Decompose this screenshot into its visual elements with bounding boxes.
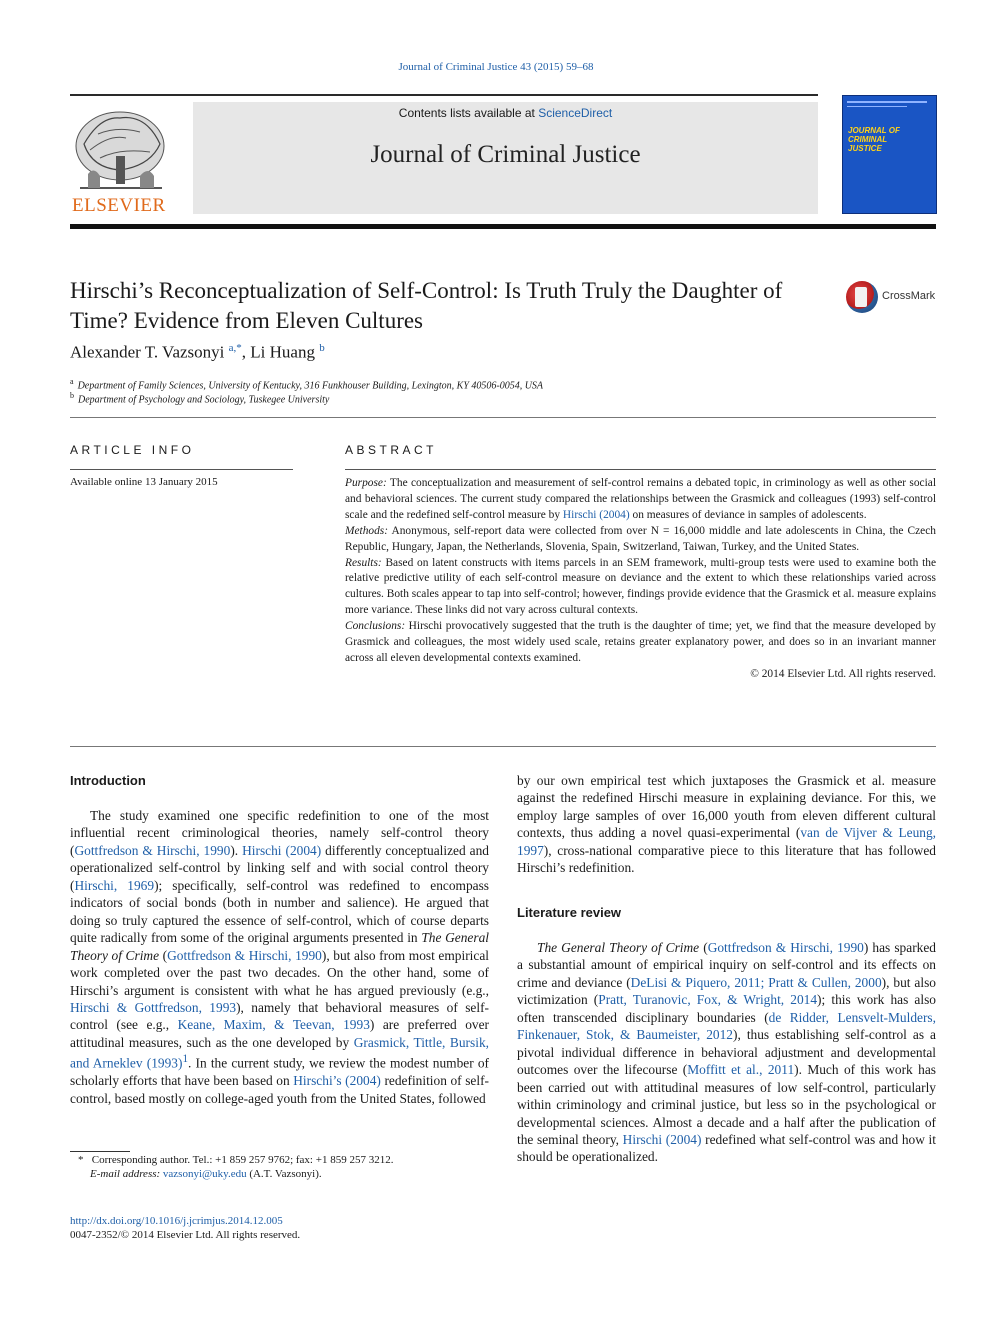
contents-line: Contents lists available at ScienceDirect: [398, 106, 613, 120]
available-online-date: Available online 13 January 2015: [70, 476, 218, 488]
crossmark-icon: [846, 281, 878, 313]
citation-link[interactable]: Gottfredson & Hirschi, 1990: [707, 940, 864, 955]
article-info-rule: [70, 469, 293, 470]
citation-link[interactable]: Hirschi, 1969: [74, 877, 155, 893]
citation-link[interactable]: van de Vijver & Leung, 1997: [517, 825, 936, 858]
section-heading-introduction: Introduction: [70, 773, 146, 788]
crossmark-badge[interactable]: [846, 281, 938, 315]
citation-link[interactable]: Journal of Criminal Justice 43 (2015) 59–68: [398, 61, 594, 73]
author-affiliation-mark[interactable]: a,*: [228, 342, 242, 354]
article-info-heading: ARTICLE INFO: [70, 443, 195, 457]
citation-link[interactable]: Keane, Maxim, & Teevan, 1993: [177, 1017, 370, 1033]
citation-link[interactable]: Hirschi (2004): [622, 1131, 702, 1147]
citation-link[interactable]: Gottfredson & Hirschi, 1990: [74, 842, 231, 858]
section-rule: [70, 417, 936, 418]
abstract-purpose: Purpose: The conceptualization and measurement of self-control remains a debated topic, in criminology as well as other social and behavioral sciences. The current study compared the relationships between the Grasmick and colleagues (1993) self-control scale and the redefined self-control measure by Hirschi (2004) on measures of deviance in samples of adolescents.: [345, 477, 936, 521]
author-list: Alexander T. Vazsonyi $^{a,*}$, Li Huang $^b$: [70, 342, 325, 362]
abstract-body: [345, 476, 936, 683]
author-name: Alexander T. Vazsonyi: [70, 342, 225, 362]
affiliation: $^a$ Department of Family Sciences, University of Kentucky, 316 Funkhouser Building, Lexington, KY 40506-0054, USA: [70, 377, 544, 392]
abstract-conclusions: Conclusions: Hirschi provocatively suggested that the truth is the daughter of time; yet, we find that the measure developed by Grasmick and colleagues, the most widely used scale, retains greater explanatory power, and does so in an invariant manner across all eleven developmental contexts examined.: [345, 620, 936, 664]
cover-decoration: [847, 101, 927, 103]
citation-link[interactable]: Hirschi’s (2004): [293, 1073, 381, 1089]
cover-title: JOURNAL OF CRIMINAL JUSTICE: [848, 126, 900, 153]
doi-link[interactable]: http://dx.doi.org/10.1016/j.jcrimjus.2014.12.005: [70, 1215, 283, 1227]
elsevier-wordmark: ELSEVIER: [72, 195, 166, 216]
abstract-methods: Methods: Anonymous, self-report data were collected from over N = 16,000 middle and late adolescents in China, the Czech Republic, Hungary, Japan, the Netherlands, Slovenia, Spain, Switzerland, Taiwan, Turkey, and the United States.: [345, 524, 936, 553]
citation-link[interactable]: Grasmick, Tittle, Bursik, and Arneklev (1993): [70, 1034, 489, 1071]
citation-link[interactable]: Pratt, Turanovic, Fox, & Wright, 2014: [598, 992, 818, 1008]
citation-link[interactable]: de Ridder, Lensvelt-Mulders, Finkenauer, Stok, & Baumeister, 2012: [517, 1009, 936, 1043]
journal-name: Journal of Criminal Justice: [370, 141, 641, 168]
citation-link[interactable]: Hirschi & Gottfredson, 1993: [70, 999, 237, 1015]
literature-paragraph: The General Theory of Crime (Gottfredson & Hirschi, 1990) has sparked a substantial amount of empirical inquiry on self-control and its effects on crime and deviance (DeLisi & Piquero, 2011; Pratt & Cullen, 2000), but also victimization (Pratt, Turanovic, Fox, & Wright, 2014); this work has also often transcended disciplinary boundaries (de Ridder, Lensvelt-Mulders, Finkenauer, Stok, & Baumeister, 2012), thus establishing self-control as a pivotal individual difference in behavioral adjustment and developmental outcomes over the lifecourse (Moffitt et al., 2011). Much of this work has been carried out with attitudinal measures of low self-control, particularly within criminology and criminal justice, but less so in the psychological or developmental sciences. Almost a decade and a half after the publication of the seminal theory, Hirschi (2004) redefined what self-control was and how it should be operationalized.: [517, 940, 937, 1165]
corresponding-author-note: * Corresponding author. Tel.: +1 859 257 9762; fax: +1 859 257 3212.: [78, 1154, 394, 1166]
journal-cover-image[interactable]: [842, 95, 937, 214]
header-rule: [70, 94, 818, 96]
elsevier-logo: [70, 104, 172, 216]
affiliation: $^b$ Department of Psychology and Sociology, Tuskegee University: [70, 391, 330, 406]
author-affiliation-mark[interactable]: b: [319, 342, 325, 354]
footnote-mark[interactable]: 1: [182, 1053, 189, 1066]
abstract-heading: ABSTRACT: [345, 443, 438, 457]
author-name: Li Huang: [250, 342, 315, 362]
citation-link[interactable]: Hirschi (2004): [242, 842, 322, 858]
section-heading-literature-review: Literature review: [517, 905, 622, 920]
doi-line[interactable]: [70, 1215, 283, 1227]
sciencedirect-link[interactable]: ScienceDirect: [538, 106, 613, 120]
citation-link[interactable]: Moffitt et al., 2011: [687, 1062, 795, 1078]
email-note: E-mail address: vazsonyi@uky.edu (A.T. Vazsonyi).: [90, 1168, 322, 1180]
email-link[interactable]: vazsonyi@uky.edu: [162, 1168, 247, 1180]
header-thick-rule: [70, 224, 936, 229]
issn-line: 0047-2352/© 2014 Elsevier Ltd. All rights reserved.: [70, 1229, 301, 1241]
journal-citation[interactable]: [0, 61, 992, 73]
crossmark-label: CrossMark: [882, 290, 936, 302]
cover-decoration: [847, 106, 907, 107]
abstract-rule: [345, 469, 936, 470]
citation-link[interactable]: Hirschi (2004): [562, 508, 630, 521]
intro-paragraph-continued: by our own empirical test which juxtaposes the Grasmick et al. measure against the redefined Hirschi measure in explaining deviance. For this, we employ large samples of over 16,000 youth from eleven different cultural contexts, thus adding a novel quasi-experimental (van de Vijver & Leung, 1997), cross-national comparative piece to this literature that has followed Hirschi’s redefinition.: [517, 773, 936, 876]
section-rule: [70, 746, 936, 747]
article-title: Hirschi’s Reconceptualization of Self-Control: Is Truth Truly the Daughter of Time? Evidence from Eleven Cultures: [70, 278, 783, 333]
intro-paragraph: The study examined one specific redefinition to one of the most influential recent criminological theories, namely self-control theory (Gottfredson & Hirschi, 1990). Hirschi (2004) differently conceptualized and operationalized self-control by linking self and with social control theory (Hirschi, 1969); specifically, self-control was redefined to encompass indicators of social bonds (both in number and salience). He argued that doing so truly captured the essence of self-control, which of course departs quite radically from some of the original arguments presented in The General Theory of Crime (Gottfredson & Hirschi, 1990), but also from most empirical work completed over the past two decades. On the other hand, some of Hirschi’s argument is consistent with what he has argued previously (e.g., Hirschi & Gottfredson, 1993), namely that behavioral measures of self-control (see e.g., Keane, Maxim, & Teevan, 1993) are preferred over attitudinal measures, such as the one developed by Grasmick, Tittle, Bursik, and Arneklev $(1993)^1$. In the current study, we review the modest number of scholarly efforts that have been based on Hirschi’s (2004) redefinition of self-control, based mostly on college-aged youth from the United States, followed: [70, 808, 490, 1106]
abstract-results: Results: Based on latent constructs with items parcels in an SEM framework, multi-group tests were used to examine both the relative predictive utility of each self-control measure on deviance and the extent to which these relationships varied across cultures. Both scales appear to tap into self-control; however, findings provide evidence that the Grasmick et al. measure explains more variance. These links did not vary across cultural contexts.: [345, 556, 936, 617]
citation-link[interactable]: Gottfredson & Hirschi, 1990: [167, 947, 322, 963]
citation-link[interactable]: DeLisi & Piquero, 2011; Pratt & Cullen, 2000: [630, 974, 882, 990]
abstract-copyright: © 2014 Elsevier Ltd. All rights reserved.: [750, 667, 936, 680]
footnote-rule: [70, 1151, 130, 1152]
